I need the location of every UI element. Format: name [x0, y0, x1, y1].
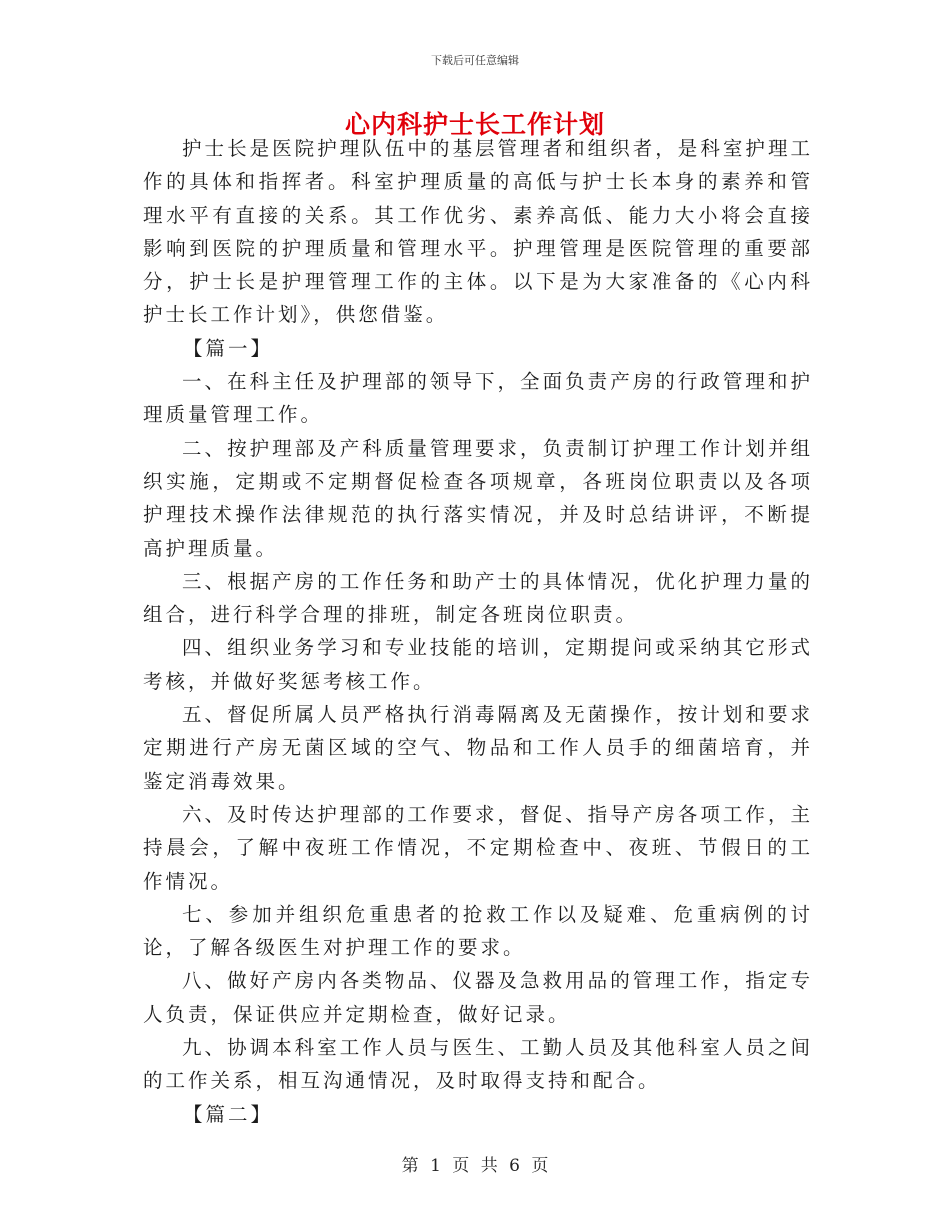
page-number-footer: 第 1 页 共 6 页 — [401, 1156, 549, 1176]
list-item: 一、在科主任及护理部的领导下，全面负责产房的行政管理和护理质量管理工作。 — [143, 370, 813, 427]
document-body — [143, 132, 813, 1131]
list-item: 八、做好产房内各类物品、仪器及急救用品的管理工作，指定专人负责，保证供应并定期检查，做好记录。 — [143, 969, 813, 1026]
list-item: 六、及时传达护理部的工作要求，督促、指导产房各项工作，主持晨会，了解中夜班工作情况，不定期检查中、夜班、节假日的工作情况。 — [143, 802, 813, 893]
document-title: 心内科护士长工作计划 — [344, 110, 605, 139]
section-heading-2: 【篇二】 — [183, 1102, 274, 1126]
page-header-note: 下载后可任意编辑 — [431, 54, 519, 67]
intro-paragraph: 护士长是医院护理队伍中的基层管理者和组织者，是科室护理工作的具体和指挥者。科室护理质量的高低与护士长本身的素养和管理水平有直接的关系。其工作优劣、素养高低、能力大小将会直接影响到医院的护理质量和管理水平。护理管理是医院管理的重要部分，护士长是护理管理工作的主体。以下是为大家准备的《心内科护士长工作计划》，供您借鉴。 — [143, 137, 813, 327]
section-heading-1: 【篇一】 — [183, 336, 274, 360]
list-item: 三、根据产房的工作任务和助产士的具体情况，优化护理力量的组合，进行科学合理的排班，制定各班岗位职责。 — [143, 569, 813, 627]
list-item: 四、组织业务学习和专业技能的培训，定期提问或采纳其它形式考核，并做好奖惩考核工作。 — [143, 636, 813, 693]
list-item: 二、按护理部及产科质量管理要求，负责制订护理工作计划并组织实施，定期或不定期督促检查各项规章，各班岗位职责以及各项护理技术操作法律规范的执行落实情况，并及时总结讲评，不断提高护理质量。 — [143, 436, 813, 560]
list-item: 九、协调本科室工作人员与医生、工勤人员及其他科室人员之间的工作关系，相互沟通情况，及时取得支持和配合。 — [143, 1036, 813, 1093]
list-item: 五、督促所属人员严格执行消毒隔离及无菌操作，按计划和要求定期进行产房无菌区域的空气、物品和工作人员手的细菌培育，并鉴定消毒效果。 — [143, 703, 813, 793]
list-item: 七、参加并组织危重患者的抢救工作以及疑难、危重病例的讨论，了解各级医生对护理工作的要求。 — [143, 902, 813, 960]
